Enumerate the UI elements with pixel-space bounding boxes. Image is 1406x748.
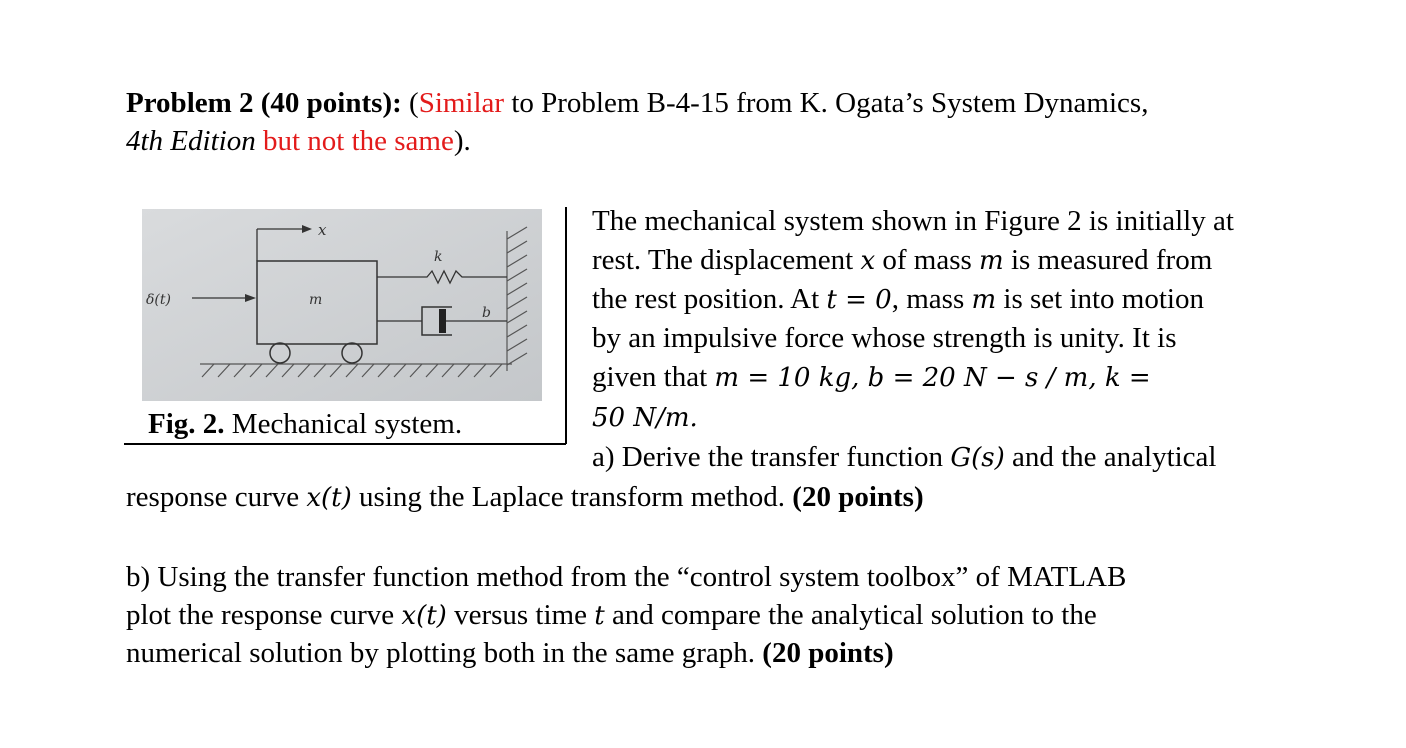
var-x: x [860,246,876,276]
problem-title: Problem 2 (40 points): [126,87,402,119]
figure-divider [565,207,567,444]
label-m: m [309,292,323,308]
figure-caption [148,407,462,441]
part-b-line-3: numerical solution by plotting both in the same graph. (20 points) [126,637,894,669]
label-b: b [482,305,491,321]
part-a-line-2: response curve x(t) using the Laplace transform method. (20 points) [126,481,924,513]
damper-piston [439,309,446,333]
problem-heading: Problem 2 (40 points): (Similar to Problem B-4-15 from K. Ogata’s System Dynamics, [126,87,1149,119]
eq-k-value: 50 N/m. [592,403,698,433]
edition-text: 4th Edition [126,125,256,157]
part-a-points: (20 points) [792,481,924,513]
part-b-line-1: b) Using the transfer function method from the “control system toolbox” of MATLAB [126,561,1127,593]
response-x-t: x(t) [306,483,352,513]
part-a-line-1: a) Derive the transfer function G(s) and the analytical [592,441,1217,473]
desc-line-6 [592,400,698,435]
eq-t-zero: t = 0 [826,285,892,315]
caption-rule [124,443,566,445]
similar-note: Similar [418,87,505,119]
response-x-t-2: x(t) [401,601,447,631]
not-same-note: but not the same [262,125,454,157]
label-impulse: δ(t) [146,292,171,308]
part-b-points: (20 points) [762,637,894,669]
caption-text: Mechanical system. [231,408,463,440]
caption-label: Fig. 2. [148,408,225,440]
desc-line-3: the rest position. At t = 0, mass m is set into motion [592,283,1204,315]
mass-spring-damper-diagram [142,209,542,401]
label-x: x [318,221,327,239]
label-k: k [434,249,443,265]
var-m-2: m [971,285,997,315]
desc-line-4: by an impulsive force whose strength is unity. It is [592,322,1177,354]
mechanical-system-figure [142,209,542,401]
desc-line-5: given that m = 10 kg, b = 20 N − s / m, k = [592,361,1151,393]
transfer-function-G: G(s) [950,443,1005,473]
desc-line-2: rest. The displacement x of mass m is measured from [592,244,1213,276]
var-m: m [979,246,1004,276]
eq-parameters: m = 10 kg, b = 20 N − s / m, k = [714,363,1151,393]
var-t: t [594,601,605,631]
problem-heading-line2: 4th Edition but not the same). [126,125,471,157]
part-b-line-2: plot the response curve x(t) versus time t and compare the analytical solution to the [126,599,1097,631]
desc-line-1: The mechanical system shown in Figure 2 is initially at [592,205,1234,237]
